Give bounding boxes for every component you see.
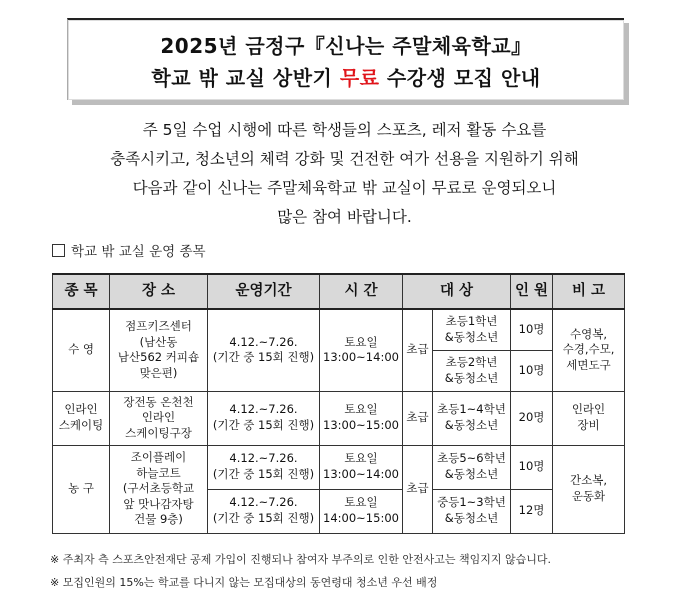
program-table <box>52 273 625 534</box>
cell-level-swim: 초급 <box>403 309 433 391</box>
cell-place-basketball: 조이플레이 하늘코트 (구서초등학교 앞 맛나감자탕 건물 9층) <box>110 445 208 533</box>
table-row <box>53 309 625 350</box>
cell-sport-basketball: 농 구 <box>53 445 110 533</box>
cell-period-basketball-2: 4.12.~7.26. (기간 중 15회 진행) <box>208 489 320 533</box>
intro-line-2: 충족시키고, 청소년의 체력 강화 및 건전한 여가 선용을 지원하기 위해 <box>110 150 579 168</box>
cell-place-skate: 장전동 온천천 인라인 스케이팅구장 <box>110 391 208 445</box>
cell-target-basketball-1: 초등5~6학년 &동청소년 <box>433 445 511 489</box>
cell-level-skate: 초급 <box>403 391 433 445</box>
intro-line-3: 다음과 같이 신나는 주말체육학교 밖 교실이 무료로 운영되오니 <box>132 179 557 197</box>
table-row <box>53 445 625 489</box>
header-place: 장 소 <box>110 274 208 309</box>
cell-level-basketball: 초급 <box>403 445 433 533</box>
square-bullet-icon <box>52 244 65 257</box>
cell-target-swim-2: 초등2학년 &동청소년 <box>433 350 511 391</box>
footnote-2: ※ 모집인원의 15%는 학교를 다니지 않는 모집대상의 동연령대 청소년 우선 배정 <box>50 576 438 589</box>
cell-target-skate: 초등1~4학년 &동청소년 <box>433 391 511 445</box>
cell-sport-swim: 수 영 <box>53 309 110 391</box>
cell-place-swim: 점프키즈센터 (남산동 남산562 커피숍 맞은편) <box>110 309 208 391</box>
table-row <box>53 391 625 445</box>
title-line-2 <box>68 62 624 91</box>
table-header-row <box>53 274 625 309</box>
cell-note-swim: 수영복, 수경,수모, 세면도구 <box>553 309 625 391</box>
title-line-2-after: 수강생 모집 안내 <box>379 66 541 90</box>
section-heading-text: 학교 밖 교실 운영 종목 <box>71 244 206 260</box>
intro-line-1: 주 5일 수업 시행에 따른 학생들의 스포츠, 레저 활동 수요를 <box>142 121 547 139</box>
cell-target-swim-1: 초등1학년 &동청소년 <box>433 309 511 350</box>
cell-sport-skate: 인라인 스케이팅 <box>53 391 110 445</box>
cell-period-basketball-1: 4.12.~7.26. (기간 중 15회 진행) <box>208 445 320 489</box>
title-free-highlight: 무료 <box>339 66 380 90</box>
header-time: 시 간 <box>320 274 403 309</box>
cell-time-basketball-1: 토요일 13:00~14:00 <box>320 445 403 489</box>
header-count: 인 원 <box>511 274 553 309</box>
title-line-2-before: 학교 밖 교실 상반기 <box>151 66 340 90</box>
cell-count-basketball-1: 10명 <box>511 445 553 489</box>
cell-count-swim-2: 10명 <box>511 350 553 391</box>
cell-period-skate: 4.12.~7.26. (기간 중 15회 진행) <box>208 391 320 445</box>
cell-count-swim-1: 10명 <box>511 309 553 350</box>
title-line-1: 2025년 금정구『신나는 주말체육학교』 <box>160 34 532 58</box>
cell-note-basketball: 간소복, 운동화 <box>553 445 625 533</box>
cell-time-swim: 토요일 13:00~14:00 <box>320 309 403 391</box>
section-heading <box>52 240 206 260</box>
cell-note-skate: 인라인 장비 <box>553 391 625 445</box>
footnote-1: ※ 주최자 측 스포츠안전재단 공제 가입이 진행되나 참여자 부주의로 인한 안전사고는 책임지지 않습니다. <box>50 553 551 566</box>
intro-line-4: 많은 참여 바랍니다. <box>277 208 412 226</box>
cell-target-basketball-2: 중등1~3학년 &동청소년 <box>433 489 511 533</box>
cell-period-swim: 4.12.~7.26. (기간 중 15회 진행) <box>208 309 320 391</box>
cell-time-basketball-2: 토요일 14:00~15:00 <box>320 489 403 533</box>
header-target: 대 상 <box>403 274 511 309</box>
header-period: 운영기간 <box>208 274 320 309</box>
header-note: 비 고 <box>553 274 625 309</box>
title-box <box>67 18 624 100</box>
cell-count-basketball-2: 12명 <box>511 489 553 533</box>
header-sport: 종 목 <box>53 274 110 309</box>
cell-time-skate: 토요일 13:00~15:00 <box>320 391 403 445</box>
cell-count-skate: 20명 <box>511 391 553 445</box>
